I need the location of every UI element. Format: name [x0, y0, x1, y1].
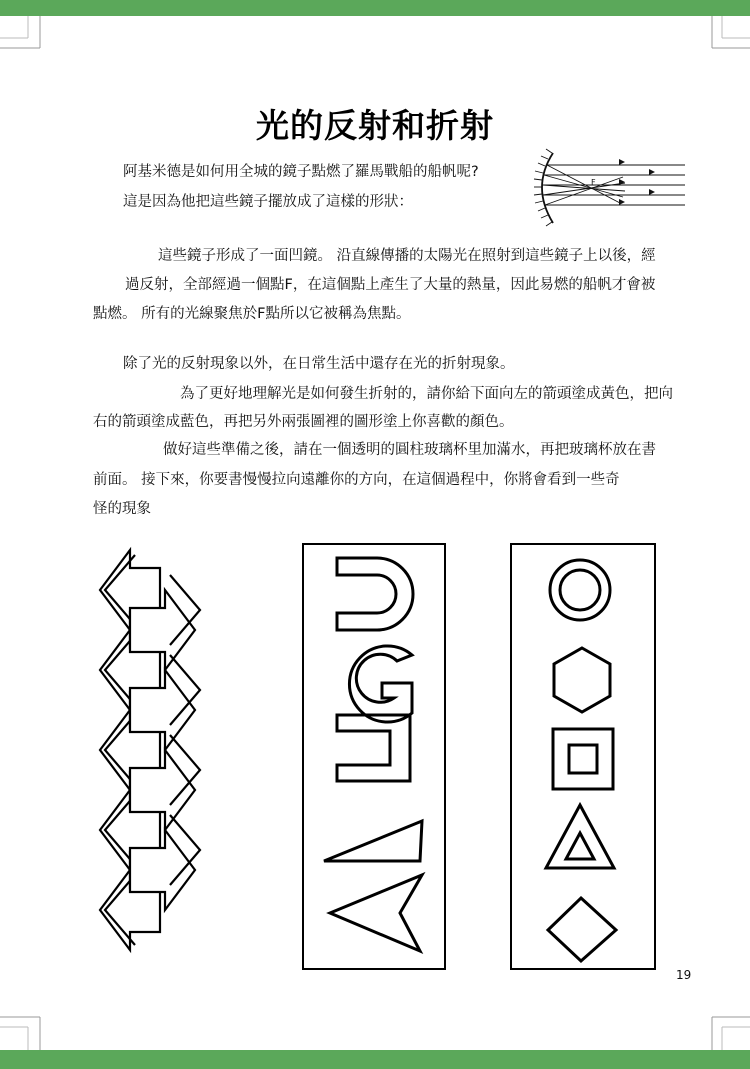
- paragraph2-line-4: 做好這些準備之後，請在一個透明的圓柱玻璃杯里加滿水，再把玻璃杯放在書: [163, 442, 656, 458]
- bottom-color-band: [0, 1050, 750, 1069]
- paragraph2-line-3: 右的箭頭塗成藍色，再把另外兩張圖裡的圖形塗上你喜歡的顏色。: [93, 414, 514, 430]
- paragraph1-line-1: 這些鏡子形成了一面凹鏡。 沿直線傳播的太陽光在照射到這些鏡子上以後，經: [158, 248, 656, 264]
- page-title: 光的反射和折射: [256, 106, 494, 145]
- paragraph2-line-6: 怪的現象: [93, 501, 151, 517]
- shapes-panel-right: [510, 543, 656, 970]
- crop-mark-bottom-left: [0, 1005, 50, 1050]
- paragraph2-line-2: 為了更好地理解光是如何發生折射的，請你給下面向左的箭頭塗成黃色，把向: [180, 386, 673, 402]
- top-color-band: [0, 0, 750, 16]
- intro-line-2: 這是因為他把這些鏡子擺放成了這樣的形狀：: [123, 194, 413, 210]
- shapes-panel-middle: [302, 543, 446, 970]
- crop-mark-top-right: [700, 16, 750, 61]
- concave-mirror-diagram: [525, 145, 690, 230]
- page-number: 19: [676, 968, 692, 982]
- intro-line-1: 阿基米德是如何用全城的鏡子點燃了羅馬戰船的船帆呢?: [123, 164, 479, 180]
- diagram-focus-label: F: [591, 178, 596, 187]
- paragraph2-line-5: 前面。 接下來，你要書慢慢拉向遠離你的方向，在這個過程中，你將會看到一些奇: [93, 472, 620, 488]
- paragraph2-line-1: 除了光的反射現象以外，在日常生活中還存在光的折射現象。: [123, 356, 515, 372]
- arrows-figure: [95, 550, 235, 970]
- crop-mark-top-left: [0, 16, 50, 61]
- paragraph1-line-3: 點燃。 所有的光線聚焦於F點所以它被稱為焦點。: [93, 306, 411, 322]
- crop-mark-bottom-right: [700, 1005, 750, 1050]
- paragraph1-line-2: 過反射，全部經過一個點F，在這個點上產生了大量的熱量，因此易燃的船帆才會被: [125, 277, 656, 293]
